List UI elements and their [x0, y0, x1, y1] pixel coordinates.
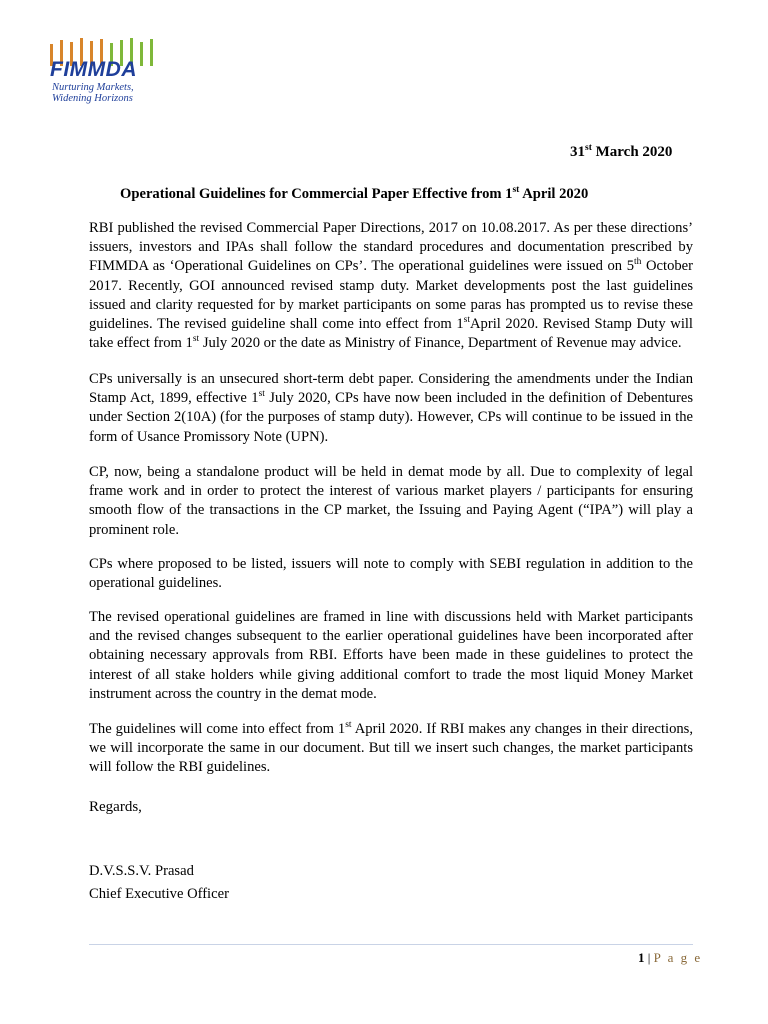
p1-sup-3: st	[192, 334, 200, 345]
page-word: P a g e	[653, 950, 703, 965]
paragraph-4: CPs where proposed to be listed, issuers will note to comply with SEBI regulation in addition to the operational guidelines.	[89, 556, 693, 592]
footer-divider	[89, 944, 693, 945]
p6-a: The guidelines will come into effect from 1	[89, 721, 346, 737]
fimmda-logo	[48, 36, 188, 106]
date-day-suffix: st	[585, 143, 592, 153]
page-number	[638, 950, 702, 966]
paragraph-3: CP, now, being a standalone product will be held in demat mode by all. Due to complexity of legal frame work and in order to protect the interest of various market players / participants for ensuring smooth flow of the transactions in the CP market, the Issuing and Paying Agent (“IPA”) will play a prominent role.	[89, 464, 693, 538]
signatory-role: Chief Executive Officer	[89, 886, 229, 902]
p2-b: July 2020, CPs have now been included in the definition of Debentures under Section 2(10A) (for the purposes of stamp duty). However, CPs will continue to be issued in the form of Usance Promissory Note (UPN).	[89, 390, 693, 445]
p2-a: CPs universally is an unsecured short-term debt paper. Considering the amendments under the Indian Stamp Act, 1899, effective 1	[89, 371, 693, 407]
p1-sup-1: th	[634, 257, 642, 268]
title-part-1: Operational Guidelines for Commercial Paper Effective from 1	[120, 186, 513, 202]
paragraph-6	[89, 720, 693, 778]
paragraph-1	[89, 219, 693, 353]
date-rest: March 2020	[591, 144, 673, 160]
date-day: 31	[570, 144, 585, 160]
title-sup: st	[512, 185, 520, 195]
page-number-separator: |	[644, 950, 654, 965]
signatory-name: D.V.S.S.V. Prasad	[89, 863, 194, 879]
p6-b: April 2020. If RBI makes any changes in their directions, we will incorporate the same in our document. But till we insert such changes, the market participants will follow the RBI guidelines.	[89, 721, 693, 776]
paragraph-5: The revised operational guidelines are framed in line with discussions held with Market participants and the revised changes subsequent to the earlier operational guidelines have been incorporated after obtaining necessary approvals from RBI. Efforts have been made in these guidelines to protect the interest of all stake holders while giving additional comfort to trade the most liquid Money Market instrument across the country in the demat mode.	[89, 609, 693, 702]
p1-d: July 2020 or the date as Ministry of Finance, Department of Revenue may advice.	[199, 335, 682, 352]
logo-tagline-line-1: Nurturing Markets,	[52, 82, 134, 93]
p6-sup: st	[345, 720, 352, 730]
letter-date	[570, 144, 672, 161]
p1-b: October 2017. Recently, GOI announced revised stamp duty. Market developments post the last guidelines issued and clarity requested for by market participants on some paras has prompted us to revise these guidelines. The revised guideline shall come into effect from 1	[89, 258, 693, 333]
p1-sup-2: st	[463, 315, 470, 326]
closing-regards: Regards,	[89, 799, 142, 815]
logo-tagline	[52, 82, 134, 104]
p1-a: RBI published the revised Commercial Paper Directions, 2017 on 10.08.2017. As per these directions’ issuers, investors and IPAs shall follow the standard procedures and documentation prescribed by FIMMDA as ‘Operational Guidelines on CPs’. The operational guidelines were issued on 5	[89, 220, 693, 275]
title-part-2: April 2020	[519, 186, 589, 202]
paragraph-2	[89, 370, 693, 447]
p2-sup: st	[258, 389, 265, 400]
logo-wordmark: FIMMDA	[50, 58, 137, 81]
logo-tagline-line-2: Widening Horizons	[52, 93, 133, 104]
document-title	[120, 186, 588, 203]
p1-c: April 2020. Revised Stamp Duty will take effect from 1	[89, 316, 693, 352]
page-number-value: 1	[638, 950, 645, 965]
